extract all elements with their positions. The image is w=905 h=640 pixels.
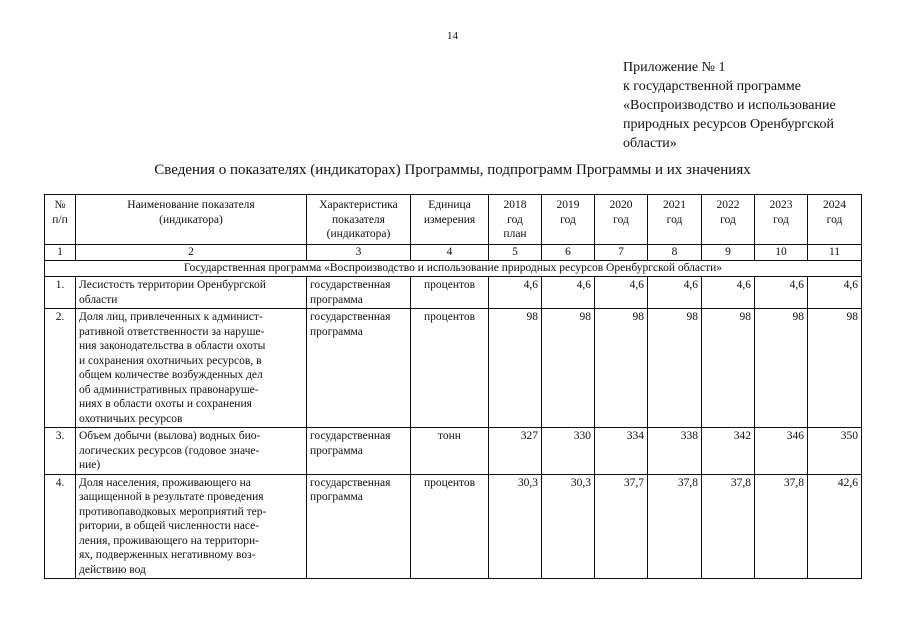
cell-line: год — [613, 213, 629, 226]
section-row — [45, 261, 862, 277]
cell-line: программа — [310, 293, 363, 306]
indicator-name — [76, 474, 307, 579]
indicator-name — [76, 309, 307, 428]
cell-line: об административных правонаруше- — [79, 383, 259, 396]
unit-of-measure: процентов — [411, 309, 489, 428]
page-number: 14 — [447, 30, 458, 42]
column-number: 9 — [702, 245, 755, 261]
year-value: 37,8 — [648, 474, 702, 579]
indicator-type — [307, 428, 411, 475]
cell-line: год — [666, 213, 683, 226]
cell-line: 2024 — [823, 199, 846, 211]
column-number-row — [45, 245, 862, 261]
year-value: 350 — [808, 428, 862, 475]
column-number: 11 — [808, 245, 862, 261]
column-header — [411, 195, 489, 245]
year-value: 37,8 — [755, 474, 808, 579]
cell-line: государственная — [310, 430, 391, 442]
column-number: 7 — [595, 245, 648, 261]
cell-line: ления, проживающего на территори- — [79, 534, 259, 547]
cell-line: защищенной в результате проведения — [79, 491, 264, 503]
column-header — [595, 195, 648, 245]
cell-line: Единица — [428, 199, 471, 211]
cell-line: п/п — [52, 213, 68, 226]
year-value: 4,6 — [702, 277, 755, 309]
year-value: 342 — [702, 428, 755, 475]
indicator-type — [307, 309, 411, 428]
cell-line: ративной ответственности за наруше- — [79, 325, 265, 338]
column-header — [76, 195, 307, 245]
year-value: 37,8 — [702, 474, 755, 579]
cell-line: программа — [310, 444, 363, 457]
year-value: 4,6 — [489, 277, 542, 309]
cell-line: государственная — [310, 476, 391, 489]
cell-line: год — [720, 213, 736, 226]
year-value: 98 — [702, 309, 755, 428]
cell-line: (индикатора) — [159, 213, 223, 226]
unit-of-measure: процентов — [411, 474, 489, 579]
cell-line: области — [79, 293, 118, 306]
cell-line: Объем добычи (вылова) водных био- — [79, 430, 261, 442]
cell-line: ниях в области охоты и сохранения — [79, 398, 252, 410]
row-number: 3. — [45, 428, 76, 475]
cell-line: действию вод — [79, 563, 146, 576]
cell-line: измерения — [423, 213, 476, 226]
column-header — [542, 195, 595, 245]
cell-line: 2018 — [503, 199, 527, 211]
year-value: 4,6 — [808, 277, 862, 309]
appendix-line: области» — [623, 136, 677, 151]
appendix-line: «Воспроизводство и использование — [623, 98, 836, 113]
cell-line: Характеристика — [319, 199, 398, 211]
year-value: 98 — [808, 309, 862, 428]
row-number: 2. — [45, 309, 76, 428]
cell-line: государственная — [310, 279, 391, 291]
year-value: 98 — [595, 309, 648, 428]
year-value: 98 — [489, 309, 542, 428]
cell-line: Наименование показателя — [127, 199, 255, 211]
table-row — [45, 474, 862, 579]
column-number: 3 — [307, 245, 411, 261]
column-header — [755, 195, 808, 245]
cell-line: Доля лиц, привлеченных к админист- — [79, 311, 263, 323]
year-value: 37,7 — [595, 474, 648, 579]
cell-line: ритории, в общей численности насе- — [79, 520, 260, 532]
cell-line: ях, подверженных негативному воз- — [79, 549, 256, 561]
year-value: 4,6 — [755, 277, 808, 309]
year-value: 346 — [755, 428, 808, 475]
table-row — [45, 428, 862, 475]
column-number: 2 — [76, 245, 307, 261]
column-header — [307, 195, 411, 245]
cell-line: год — [826, 213, 843, 226]
table-row — [45, 277, 862, 309]
row-number: 4. — [45, 474, 76, 579]
table-row — [45, 309, 862, 428]
cell-line: противопаводковых мероприятий тер- — [79, 505, 267, 518]
cell-line: общем количестве возбужденных дел — [79, 369, 263, 381]
indicator-name — [76, 277, 307, 309]
cell-line: год — [560, 213, 576, 226]
cell-line: 2023 — [769, 199, 793, 211]
cell-line: 2019 — [556, 199, 580, 211]
row-number: 1. — [45, 277, 76, 309]
indicator-type — [307, 474, 411, 579]
column-number: 8 — [648, 245, 702, 261]
year-value: 30,3 — [489, 474, 542, 579]
indicators-table — [44, 194, 862, 579]
appendix-line: к государственной программе — [623, 79, 801, 94]
cell-line: год — [507, 213, 523, 226]
cell-line: ния законодательства в области охоты — [79, 340, 266, 352]
cell-line: Лесистость территории Оренбургской — [79, 279, 266, 291]
cell-line: логических ресурсов (годовое значе- — [79, 444, 260, 457]
year-value: 98 — [648, 309, 702, 428]
cell-line: Доля населения, проживающего на — [79, 476, 251, 489]
cell-line: 2021 — [663, 199, 686, 211]
appendix-note — [623, 58, 893, 153]
year-value: 42,6 — [808, 474, 862, 579]
cell-line: государственная — [310, 311, 391, 323]
year-value: 334 — [595, 428, 648, 475]
year-value: 4,6 — [542, 277, 595, 309]
year-value: 338 — [648, 428, 702, 475]
unit-of-measure: процентов — [411, 277, 489, 309]
year-value: 327 — [489, 428, 542, 475]
column-header — [702, 195, 755, 245]
column-number: 10 — [755, 245, 808, 261]
cell-line: план — [503, 228, 527, 240]
indicator-type — [307, 277, 411, 309]
appendix-line: Приложение № 1 — [623, 60, 726, 75]
year-value: 30,3 — [542, 474, 595, 579]
cell-line: ние) — [79, 459, 101, 471]
cell-line: программа — [310, 491, 363, 503]
section-title: Государственная программа «Воспроизводство и использование природных ресурсов Оренбургской области» — [45, 261, 862, 277]
column-header — [489, 195, 542, 245]
cell-line: 2020 — [609, 199, 633, 211]
cell-line: год — [773, 213, 789, 226]
cell-line: и сохранения охотничьих ресурсов, в — [79, 354, 262, 367]
indicator-name — [76, 428, 307, 475]
unit-of-measure: тонн — [411, 428, 489, 475]
appendix-line: природных ресурсов Оренбургской — [623, 117, 834, 132]
cell-line: 2022 — [716, 199, 740, 211]
column-number: 5 — [489, 245, 542, 261]
cell-line: № — [54, 199, 66, 211]
cell-line: охотничьих ресурсов — [79, 412, 183, 425]
column-header — [45, 195, 76, 245]
year-value: 330 — [542, 428, 595, 475]
year-value: 4,6 — [595, 277, 648, 309]
column-header — [648, 195, 702, 245]
cell-line: (индикатора) — [326, 228, 391, 240]
cell-line: программа — [310, 325, 363, 338]
year-value: 98 — [755, 309, 808, 428]
document-title: Сведения о показателях (индикаторах) Программы, подпрограмм Программы и их значениях — [154, 162, 751, 178]
year-value: 4,6 — [648, 277, 702, 309]
year-value: 98 — [542, 309, 595, 428]
column-number: 4 — [411, 245, 489, 261]
column-number: 1 — [45, 245, 76, 261]
column-number: 6 — [542, 245, 595, 261]
header-row — [45, 195, 862, 245]
column-header — [808, 195, 862, 245]
cell-line: показателя — [332, 213, 385, 226]
